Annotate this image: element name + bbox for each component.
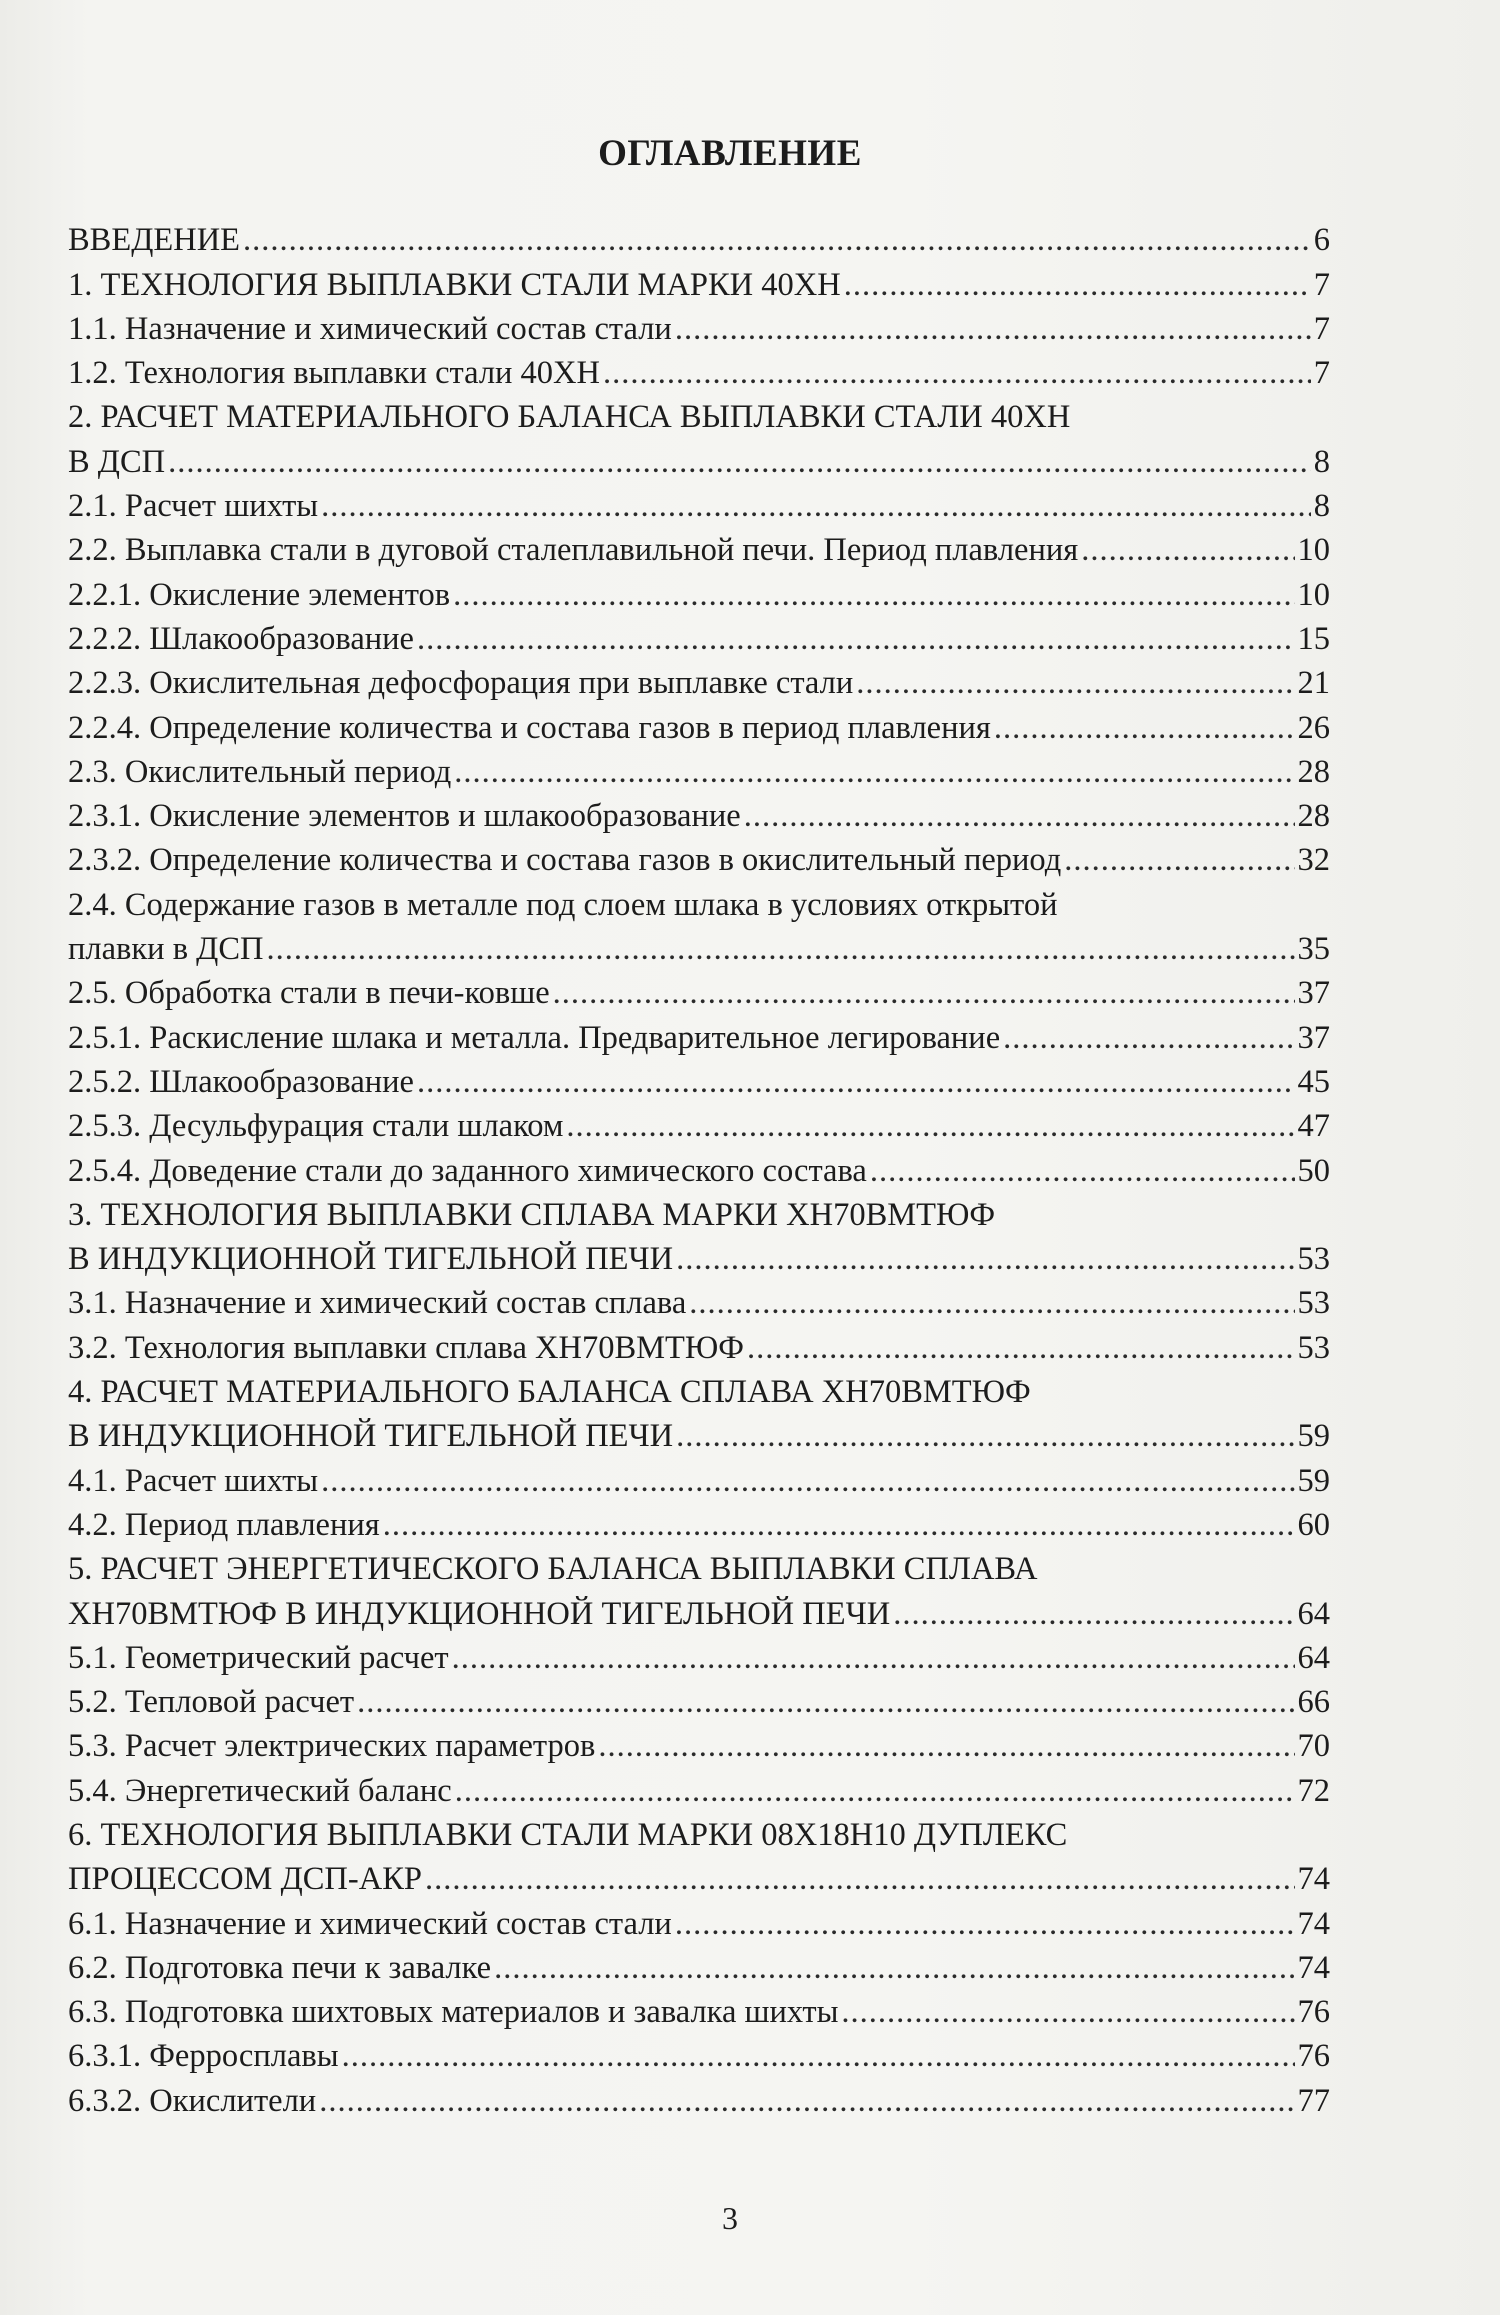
toc-entry [68,884,1330,928]
dot-leader [168,442,1311,482]
dot-leader [417,619,1295,659]
toc-entry-title: 2.5.2. Шлакообразование [68,1063,414,1100]
toc-entry-page-number: 76 [1297,1994,1330,2031]
toc-entry [68,1505,1330,1549]
toc-entry-page-number: 53 [1297,1285,1330,1322]
dot-leader [744,796,1295,836]
dot-leader [494,1948,1294,1988]
dot-leader [1081,530,1294,570]
toc-entry [68,929,1330,973]
dot-leader [676,1416,1294,1456]
toc-entry-page-number: 10 [1297,576,1330,613]
toc-entry [68,1948,1330,1992]
toc-entry [68,397,1330,441]
toc-entry [68,1593,1330,1637]
toc-entry-title: В ИНДУКЦИОННОЙ ТИГЕЛЬНОЙ ПЕЧИ [68,1241,674,1278]
dot-leader [676,1239,1294,1279]
dot-leader [675,309,1311,349]
toc-entry [68,796,1330,840]
dot-leader [675,1904,1295,1944]
toc-entry-page-number: 47 [1297,1108,1330,1145]
toc-entry-title: 2.1. Расчет шихты [68,488,319,525]
toc-entry-page-number: 64 [1297,1595,1330,1632]
dot-leader [321,486,1311,526]
toc-entry [68,1992,1330,2036]
toc-entry-title: 3.2. Технология выплавки сплава ХН70ВМТЮФ [68,1329,744,1366]
toc-entry-title: ПРОЦЕССОМ ДСП-АКР [68,1861,422,1898]
toc-entry-title: 2.2.1. Окисление элементов [68,576,451,613]
dot-leader [342,2036,1295,2076]
toc-entry-title: 1. ТЕХНОЛОГИЯ ВЫПЛАВКИ СТАЛИ МАРКИ 40ХН [68,266,841,303]
dot-leader [357,1682,1294,1722]
dot-leader [452,1638,1295,1678]
toc-entry-title: 4. РАСЧЕТ МАТЕРИАЛЬНОГО БАЛАНСА СПЛАВА ХН70ВМТЮФ [68,1374,1031,1411]
toc-entry [68,486,1330,530]
toc-entry-title: плавки в ДСП [68,931,264,968]
toc-entry-page-number: 74 [1297,1949,1330,1986]
toc-entry [68,1815,1330,1859]
toc-entry-page-number: 50 [1297,1152,1330,1189]
toc-entry-page-number: 10 [1297,532,1330,569]
toc-entry-title: 2.2. Выплавка стали в дуговой сталеплавильной печи. Период плавления [68,532,1079,569]
toc-entry [68,707,1330,751]
dot-leader [994,708,1295,748]
toc-entry-title: 5.4. Энергетический баланс [68,1772,452,1809]
toc-entry-page-number: 21 [1297,665,1330,702]
dot-leader [844,265,1311,305]
dot-leader [841,1992,1294,2032]
toc-entry [68,840,1330,884]
toc-entry [68,264,1330,308]
toc-entry [68,2080,1330,2124]
page-title: ОГЛАВЛЕНИЕ [598,133,862,174]
toc-entry-page-number: 26 [1297,709,1330,746]
toc-entry [68,1416,1330,1460]
toc-entry-title: 3. ТЕХНОЛОГИЯ ВЫПЛАВКИ СПЛАВА МАРКИ ХН70ВМТЮФ [68,1196,996,1233]
toc-entry [68,1106,1330,1150]
toc-entry [68,1549,1330,1593]
toc-entry-title: 6.3.2. Окислители [68,2082,317,2119]
toc-entry-title: 2.3.2. Определение количества и состава газов в окислительный период [68,842,1062,879]
toc-entry-title: 2.5.4. Доведение стали до заданного химического состава [68,1152,867,1189]
toc-entry-title: 4.2. Период плавления [68,1506,380,1543]
dot-leader [266,929,1294,969]
toc-entry [68,353,1330,397]
toc-entry [68,663,1330,707]
toc-entry-title: 2.5.3. Десульфурация стали шлаком [68,1108,564,1145]
toc-entry-page-number: 15 [1297,620,1330,657]
toc-entry-title: 5.3. Расчет электрических параметров [68,1728,596,1765]
toc-entry-title: 6.1. Назначение и химический состав стали [68,1905,672,1942]
toc-entry-title: 2.5.1. Раскисление шлака и металла. Предварительное легирование [68,1019,1001,1056]
toc-entry [68,441,1330,485]
dot-leader [689,1283,1294,1323]
toc-entry-page-number: 45 [1297,1063,1330,1100]
toc-entry [68,1195,1330,1239]
toc-entry-title: В ДСП [68,443,166,480]
toc-entry [68,1726,1330,1770]
toc-entry-title: 2.2.4. Определение количества и состава газов в период плавления [68,709,991,746]
toc-entry-title: 5. РАСЧЕТ ЭНЕРГЕТИЧЕСКОГО БАЛАНСА ВЫПЛАВКИ СПЛАВА [68,1551,1038,1588]
dot-leader [870,1151,1295,1191]
dot-leader [566,1106,1294,1146]
toc-entry-page-number: 59 [1297,1462,1330,1499]
toc-entry-page-number: 28 [1297,798,1330,835]
toc-entry-title: 2. РАСЧЕТ МАТЕРИАЛЬНОГО БАЛАНСА ВЫПЛАВКИ СТАЛИ 40ХН [68,399,1071,436]
toc-entry [68,1017,1330,1061]
dot-leader [553,973,1295,1013]
toc-entry-title: 6. ТЕХНОЛОГИЯ ВЫПЛАВКИ СТАЛИ МАРКИ 08Х18Н10 ДУПЛЕКС [68,1816,1068,1853]
toc-entry-page-number: 76 [1297,2038,1330,2075]
toc-entry-title: 4.1. Расчет шихты [68,1462,319,1499]
toc-entry [68,1770,1330,1814]
toc-entry-page-number: 7 [1313,355,1330,392]
dot-leader [417,1062,1295,1102]
toc-entry-page-number: 6 [1313,222,1330,259]
table-of-contents [68,220,1330,2125]
toc-entry [68,309,1330,353]
toc-entry [68,2036,1330,2080]
toc-entry-title: ВВЕДЕНИЕ [68,222,241,259]
toc-entry [68,574,1330,618]
toc-entry-title: 2.5. Обработка стали в печи-ковше [68,975,550,1012]
toc-entry [68,220,1330,264]
toc-entry-page-number: 77 [1297,2082,1330,2119]
toc-entry-page-number: 8 [1313,488,1330,525]
toc-entry-title: 6.3.1. Ферросплавы [68,2038,339,2075]
page-number: 3 [722,2200,738,2236]
toc-entry-page-number: 74 [1297,1861,1330,1898]
dot-leader [243,220,1311,260]
toc-entry-title: 1.2. Технология выплавки стали 40ХН [68,355,600,392]
toc-entry [68,1062,1330,1106]
toc-entry-title: 3.1. Назначение и химический состав сплава [68,1285,687,1322]
toc-entry-title: 2.2.2. Шлакообразование [68,620,414,657]
toc-entry-page-number: 64 [1297,1639,1330,1676]
toc-entry-page-number: 60 [1297,1506,1330,1543]
toc-entry [68,1150,1330,1194]
toc-entry [68,973,1330,1017]
toc-entry-page-number: 35 [1297,931,1330,968]
dot-leader [383,1505,1295,1545]
dot-leader [598,1726,1294,1766]
toc-entry-page-number: 59 [1297,1418,1330,1455]
dot-leader [747,1328,1295,1368]
toc-entry-page-number: 74 [1297,1905,1330,1942]
toc-entry-page-number: 53 [1297,1241,1330,1278]
toc-entry [68,1638,1330,1682]
dot-leader [455,1771,1295,1811]
toc-entry [68,1283,1330,1327]
dot-leader [454,752,1294,792]
toc-entry-title: В ИНДУКЦИОННОЙ ТИГЕЛЬНОЙ ПЕЧИ [68,1418,674,1455]
toc-entry-title: 5.2. Тепловой расчет [68,1684,355,1721]
toc-entry-page-number: 37 [1297,1019,1330,1056]
dot-leader [1064,840,1294,880]
toc-entry [68,1859,1330,1903]
toc-entry [68,530,1330,574]
toc-entry-title: 2.3. Окислительный период [68,753,452,790]
toc-entry-title: 5.1. Геометрический расчет [68,1639,449,1676]
toc-entry-page-number: 53 [1297,1329,1330,1366]
toc-entry [68,1460,1330,1504]
toc-entry-title: 2.4. Содержание газов в металле под слоем шлака в условиях открытой [68,886,1058,923]
toc-entry-page-number: 37 [1297,975,1330,1012]
toc-entry-title: 2.2.3. Окислительная дефосфорация при выплавке стали [68,665,854,702]
dot-leader [893,1594,1294,1634]
toc-entry-page-number: 7 [1313,266,1330,303]
toc-entry [68,1327,1330,1371]
toc-entry [68,1239,1330,1283]
dot-leader [603,353,1311,393]
toc-entry-title: ХН70ВМТЮФ В ИНДУКЦИОННОЙ ТИГЕЛЬНОЙ ПЕЧИ [68,1595,891,1632]
toc-entry [68,1903,1330,1947]
toc-entry-title: 1.1. Назначение и химический состав стали [68,310,672,347]
toc-entry-page-number: 28 [1297,753,1330,790]
toc-entry-page-number: 32 [1297,842,1330,879]
dot-leader [425,1859,1295,1899]
toc-entry-page-number: 66 [1297,1684,1330,1721]
toc-entry [68,752,1330,796]
dot-leader [321,1461,1294,1501]
dot-leader [1003,1018,1294,1058]
toc-entry [68,1372,1330,1416]
toc-entry-page-number: 7 [1313,310,1330,347]
toc-entry [68,1682,1330,1726]
toc-entry-page-number: 70 [1297,1728,1330,1765]
toc-entry-page-number: 8 [1313,443,1330,480]
toc-entry-title: 6.3. Подготовка шихтовых материалов и завалка шихты [68,1994,839,2031]
dot-leader [856,663,1294,703]
dot-leader [319,2081,1294,2121]
toc-entry-title: 2.3.1. Окисление элементов и шлакообразование [68,798,741,835]
toc-entry-page-number: 72 [1297,1772,1330,1809]
dot-leader [453,575,1294,615]
toc-entry-title: 6.2. Подготовка печи к завалке [68,1949,492,1986]
toc-entry [68,619,1330,663]
